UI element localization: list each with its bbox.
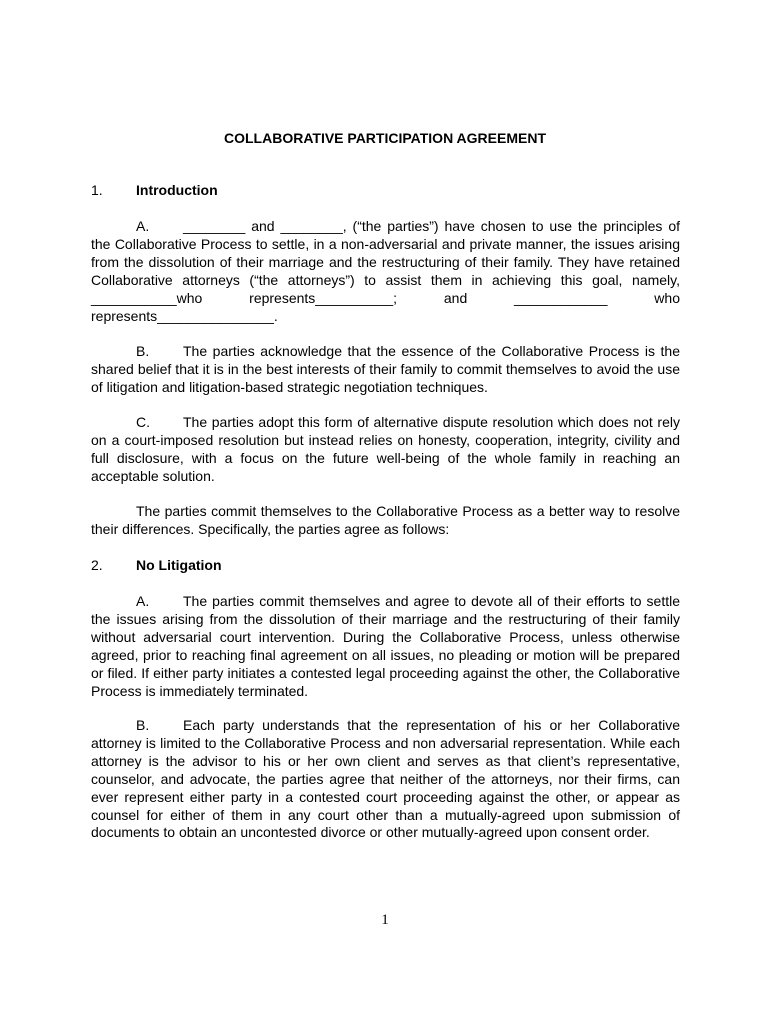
paragraph-1b	[91, 343, 680, 397]
paragraph-2a	[91, 593, 680, 700]
section-heading-no-litigation	[91, 557, 222, 573]
page-number: 1	[381, 912, 389, 928]
paragraph-text: Each party understands that the representation of his or her Collaborative attorney is limited to the Collaborative Process and non adversarial representation. While each attorney is the advisor to his or her own client and serves as that client’s representative, counselor, and advocate, the parties agree that neither of the attorneys, nor their firms, can ever represent either party in a contested court proceeding against the other, or appear as counsel for either of them in any court other than a mutually-agreed upon submission of documents to obtain an uncontested divorce or other mutually-agreed upon consent order.	[91, 717, 680, 841]
paragraph-text: The parties adopt this form of alternative dispute resolution which does not rely on a court-imposed resolution but instead relies on honesty, cooperation, integrity, civility and full disclosure, with a focus on the future well-being of the whole family in reaching an acceptable solution.	[91, 414, 680, 484]
section-title: Introduction	[136, 182, 218, 198]
document-title: COLLABORATIVE PARTICIPATION AGREEMENT	[224, 130, 546, 146]
paragraph-1-commitment	[91, 503, 680, 539]
paragraph-text: The parties commit themselves and agree to devote all of their efforts to settle the issues arising from the dissolution of their marriage and the restructuring of their family without adversarial court intervention. During the Collaborative Process, unless otherwise agreed, prior to reaching final agreement on all issues, no pleading or motion will be prepared or filed. If either party initiates a contested legal proceeding against the other, the Collaborative Process is immediately terminated.	[91, 593, 680, 699]
paragraph-label: B.	[136, 343, 150, 359]
section-number: 1.	[91, 182, 103, 198]
paragraph-label: C.	[136, 414, 150, 430]
paragraph-text: ________ and ________, (“the parties”) have chosen to use the principles of the Collaborative Process to settle, in a non-adversarial and private manner, the issues arising from the dissolution of their marriage and the restructuring of their family. They have retained Collaborative attorneys (“the attorneys”) to assist them in achieving this goal, namely, ___________who represents__________; and ____________ who represents_______________.	[91, 218, 680, 324]
paragraph-1a	[91, 218, 680, 325]
paragraph-label: B.	[136, 717, 150, 733]
section-title: No Litigation	[136, 557, 222, 573]
section-number: 2.	[91, 557, 103, 573]
paragraph-2b	[91, 717, 680, 842]
paragraph-text: The parties commit themselves to the Collaborative Process as a better way to resolve their differences. Specifically, the parties agree as follows:	[91, 503, 680, 537]
paragraph-label: A.	[136, 593, 150, 609]
paragraph-1c	[91, 414, 680, 486]
paragraph-label: A.	[136, 218, 150, 234]
paragraph-text: The parties acknowledge that the essence of the Collaborative Process is the shared belief that it is in the best interests of their family to commit themselves to avoid the use of litigation and litigation-based strategic negotiation techniques.	[91, 343, 680, 395]
section-heading-introduction	[91, 182, 218, 198]
